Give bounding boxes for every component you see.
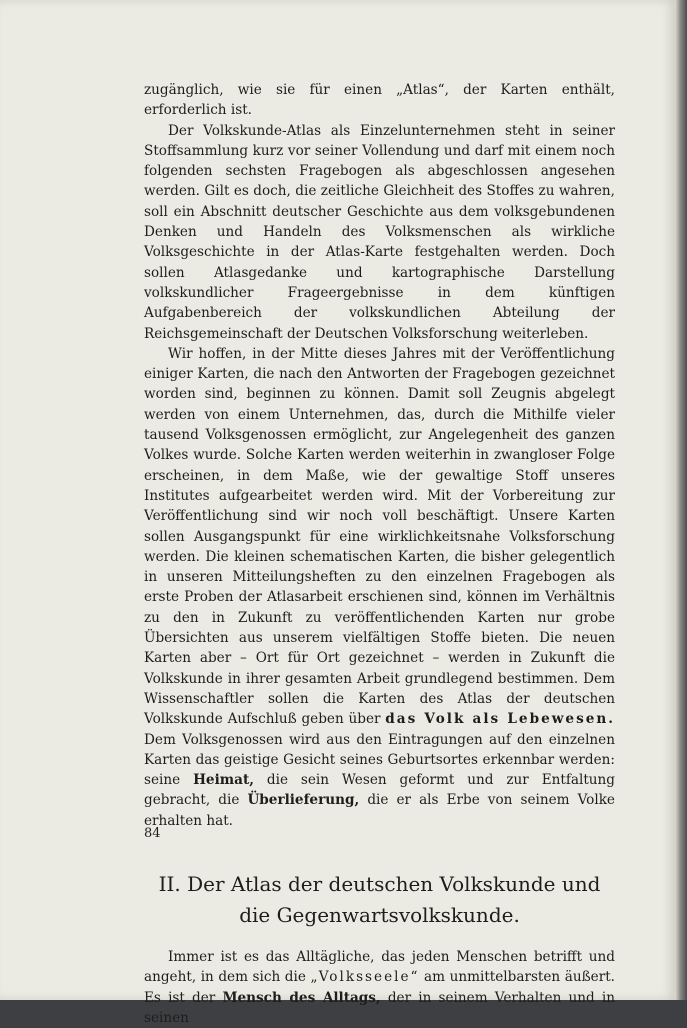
paragraph bbox=[144, 947, 615, 1028]
text-run: am unmittelbarsten äußert. Es ist der bbox=[144, 969, 615, 1006]
section-heading: II. Der Atlas der deutschen Volkskunde und die Gegenwartsvolkskunde. bbox=[158, 871, 601, 927]
text-run: die sein Wesen geformt und zur Entfaltung gebracht, die bbox=[144, 772, 615, 809]
paragraph: Der Volkskunde-Atlas als Einzelunternehmen steht in seiner Stoffsammlung kurz vor seiner Vollendung und darf mit einem noch folgenden sechsten Fragebogen als abgeschlossen angesehen werden. Gilt es doch, die zeitliche Gleichheit des Stoffes zu wahren, soll ein Abschnitt deutscher Geschichte aus dem volksgebundenen Denken und Handeln des Volksmenschen als wirkliche Volksgeschichte in der Atlas-Karte festgehalten werden. Doch sollen Atlasgedanke und kartographische Darstellung volkskundlicher Frageergebnisse in dem künftigen Aufgabenbereich der volkskundlichen Abteilung der Reichsgemeinschaft der Deutschen Volksforschung weiterleben. bbox=[144, 122, 615, 342]
emphasis-text: Überlieferung, bbox=[247, 792, 360, 809]
spaced-text: „Volksseele“ bbox=[310, 969, 420, 986]
page-text bbox=[144, 80, 615, 1028]
text-run: der in seinem Verhalten und in seinen bbox=[144, 989, 615, 1026]
emphasis-text: Heimat, bbox=[193, 772, 254, 789]
paragraph: zugänglich, wie sie für einen „Atlas“, der Karten enthält, erforderlich ist. bbox=[144, 82, 615, 119]
text-run: Dem Volksgenossen wird aus den Eintragungen auf den einzelnen Karten das geistige Gesicht seines Geburtsortes erkennbar werden: seine bbox=[144, 731, 615, 789]
page-edge bbox=[676, 0, 687, 1000]
emphasis-text: das Volk als Lebewesen. bbox=[385, 711, 615, 728]
page-number: 84 bbox=[144, 826, 161, 841]
paragraph bbox=[144, 344, 615, 831]
text-run: Wir hoffen, in der Mitte dieses Jahres mit der Veröffentlichung einiger Karten, die nach den Antworten der Fragebogen gezeichnet worden sind, beginnen zu können. Damit soll Zeugnis abgelegt werden von einem Unternehmen, das, durch die Mithilfe vieler tausend Volksgenossen ermöglicht, zur Angelegenheit des ganzen Volkes wurde. Solche Karten werden weiterhin in zwangloser Folge erscheinen, in dem Maße, wie der gewaltige Stoff unseres Institutes aufgearbeitet werden wird. Mit der Vorbereitung zur Veröffentlichung sind wir noch voll beschäftigt. Unsere Karten sollen Ausgangspunkt für eine wirklichkeitsnahe Volksforschung werden. Die kleinen schematischen Karten, die bisher gelegentlich in unseren Mitteilungsheften zu den einzelnen Fragebogen als erste Proben der Atlasarbeit erschienen sind, können im Verhältnis zu den in Zukunft zu veröffentlichenden Karten nur grobe Übersichten aus unserem vielfältigen Stoffe bieten. Die neuen Karten aber – Ort für Ort gezeichnet – werden in Zukunft die Volkskunde in ihrer gesamten Arbeit grundlegend bestimmen. Dem Wissenschaftler sollen die Karten des Atlas der deutschen Volkskunde Aufschluß geben über bbox=[144, 345, 615, 728]
emphasis-text: Mensch des Alltags, bbox=[222, 989, 381, 1006]
text-run: Immer ist es das Alltägliche, das jeden Menschen betrifft und angeht, in dem sich die bbox=[144, 948, 615, 986]
text-run: die er als Erbe von seinem Volke erhalten hat. bbox=[144, 792, 615, 829]
